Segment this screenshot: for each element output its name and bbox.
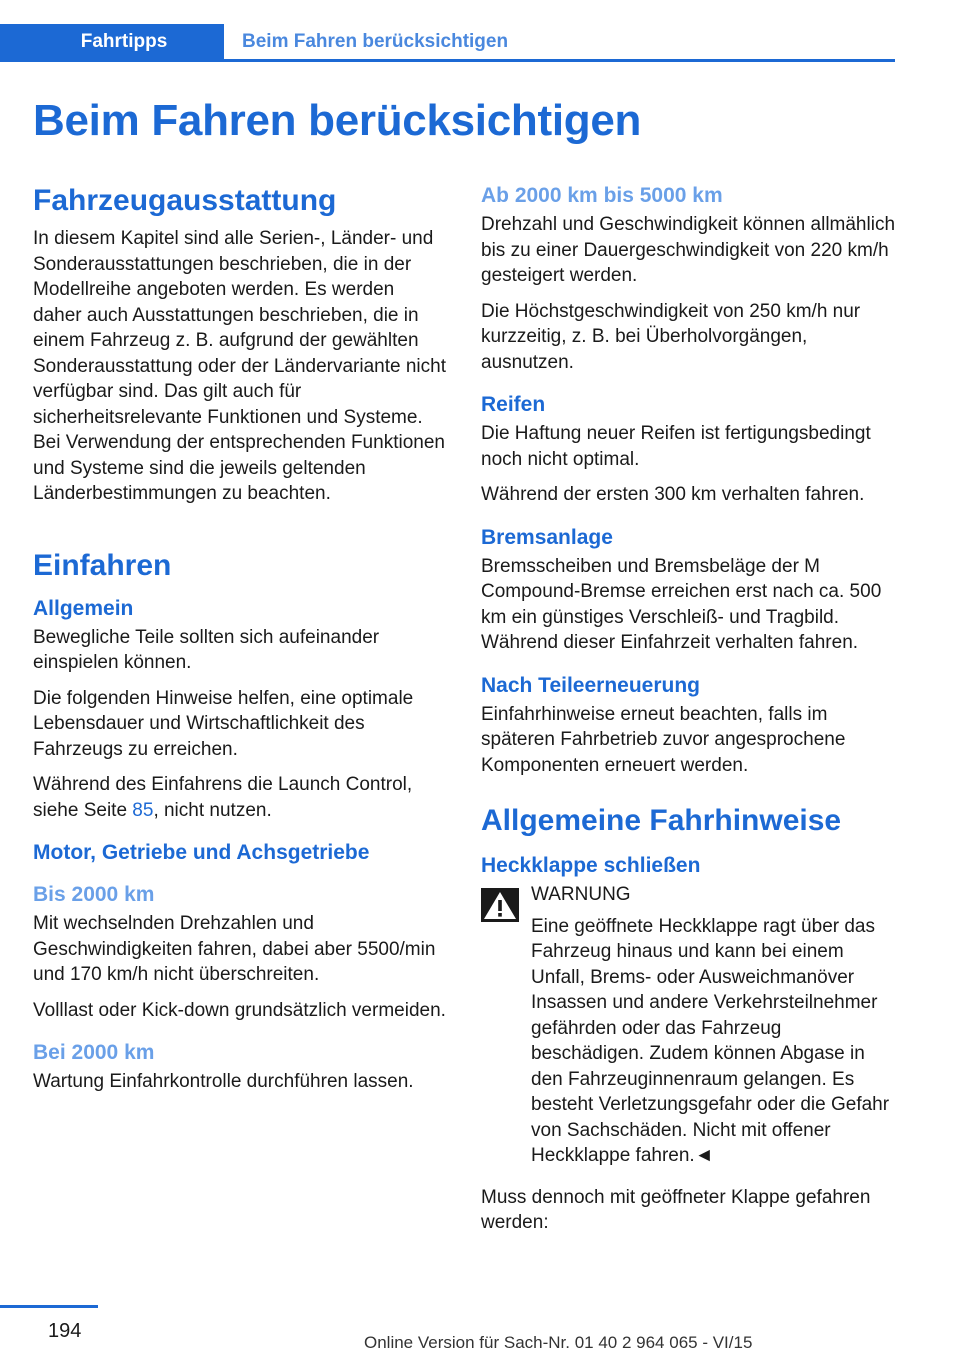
- text: Während des Einfahrens die Launch Control, siehe Seite: [33, 774, 413, 821]
- heading-einfahren: Einfahren: [33, 548, 172, 582]
- page-link-85[interactable]: 85: [132, 799, 154, 821]
- warning-text: Eine geöffnete Heckklappe ragt über das Fahrzeug hinaus und kann bei einem Unfall, Brems- oder Ausweichmanöver Insassen und andere Verkehrsteilnehmer gefährden oder das Fahrzeug beschädigen. Zudem können Abgase in den Fahrzeuginnenraum gelangen. Es besteht Verletzungsgefahr oder die Gefahr von Sachschäden. Nicht mit offener Heckklappe fahren.◄: [531, 915, 890, 1166]
- footer-rule: [0, 1305, 98, 1308]
- paragraph: Mit wechselnden Drehzahlen und Geschwindigkeiten fahren, dabei aber 5500/min und 170 km/h nicht überschreiten.: [33, 913, 436, 985]
- paragraph: Die folgenden Hinweise helfen, eine optimale Lebensdauer und Wirtschaftlichkeit des Fahrzeugs zu erreichen.: [33, 687, 414, 760]
- heading-bis-2000: Bis 2000 km: [33, 883, 155, 906]
- heading-heckklappe: Heckklappe schließen: [481, 854, 701, 877]
- heading-reifen: Reifen: [481, 393, 546, 416]
- heading-fahrhinweise: Allgemeine Fahrhinweise: [481, 804, 842, 837]
- header-section-tab[interactable]: Beim Fahren berücksichtigen: [242, 30, 509, 52]
- heading-bremsanlage: Bremsanlage: [481, 525, 613, 549]
- paragraph: Bremsscheiben und Bremsbeläge der M Compound-Bremse erreichen erst nach ca. 500 km ein günstiges Verschleiß- und Tragbild. Während dieser Einfahrzeit verhalten fahren.: [481, 555, 882, 653]
- paragraph: Einfahrhinweise erneut beachten, falls im späteren Fahrbetrieb zuvor angesprochene Komponenten erneuert werden.: [481, 703, 846, 776]
- paragraph: [33, 772, 448, 823]
- paragraph: In diesem Kapitel sind alle Serien-, Länder- und Sonderausstattungen beschrieben, die in der Modellreihe angeboten werden. Es werden daher auch Ausstattungen beschrieben, die in einem Fahrzeug z. B. aufgrund der gewählten Sonderausstattung oder der Ländervariante nicht verfügbar sind. Das gilt auch für sicherheitsrelevante Funktionen und Systeme. Bei Verwendung der entsprechenden Funktionen und Systeme sind die jeweils geltenden Länderbestimmungen zu beachten.: [33, 228, 446, 504]
- warning-triangle-icon: [481, 882, 519, 1179]
- page-number: 194: [48, 1320, 82, 1342]
- paragraph: Bewegliche Teile sollten sich aufeinander einspielen können.: [33, 626, 380, 673]
- heading-ab-2000: Ab 2000 km bis 5000 km: [481, 184, 723, 207]
- page-title: Beim Fahren berücksichtigen: [33, 96, 642, 145]
- left-column: [33, 184, 448, 1105]
- warning-box: [481, 882, 896, 1179]
- paragraph: Während der ersten 300 km verhalten fahren.: [481, 484, 865, 505]
- right-column: [481, 184, 896, 1246]
- heading-teileerneuerung: Nach Teileerneuerung: [481, 673, 701, 697]
- heading-equipment: Fahrzeugausstattung: [33, 184, 337, 217]
- paragraph: Volllast oder Kick-down grundsätzlich vermeiden.: [33, 999, 446, 1021]
- paragraph: Muss dennoch mit geöffneter Klappe gefahren werden:: [481, 1186, 871, 1233]
- heading-bei-2000: Bei 2000 km: [33, 1041, 155, 1064]
- heading-motor: Motor, Getriebe und Achsgetriebe: [33, 841, 370, 864]
- text: , nicht nutzen.: [153, 799, 272, 821]
- paragraph: Die Haftung neuer Reifen ist fertigungsbedingt noch nicht optimal.: [481, 423, 871, 470]
- footer-version: Online Version für Sach-Nr. 01 40 2 964 065 - VI/15: [364, 1333, 753, 1352]
- paragraph: Wartung Einfahrkontrolle durchführen lassen.: [33, 1071, 414, 1092]
- warning-label: WARNUNG: [531, 884, 631, 905]
- header-accent: [0, 24, 24, 59]
- paragraph: Die Höchstgeschwindigkeit von 250 km/h nur kurzzeitig, z. B. bei Überholvorgängen, ausnutzen.: [481, 300, 861, 373]
- header-chapter-tab[interactable]: Fahrtipps: [24, 24, 224, 59]
- paragraph: Drehzahl und Geschwindigkeit können allmählich bis zu einer Dauergeschwindigkeit von 220 km/h gesteigert werden.: [481, 214, 896, 286]
- heading-allgemein: Allgemein: [33, 596, 134, 620]
